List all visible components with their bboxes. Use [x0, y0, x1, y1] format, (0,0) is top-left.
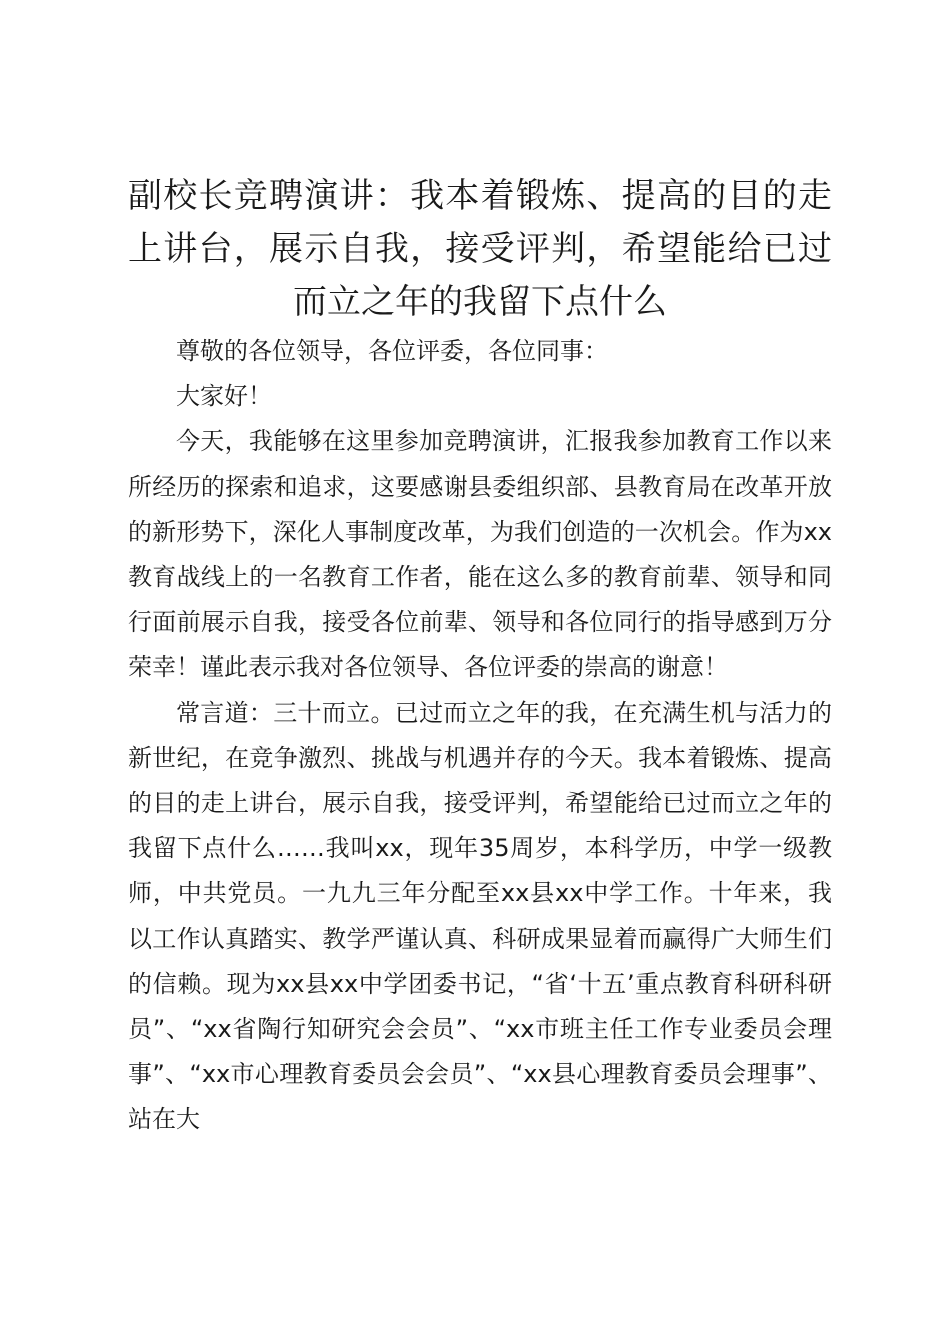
paragraph-2: 常言道：三十而立。已过而立之年的我，在充满生机与活力的新世纪，在竞争激烈、挑战与机遇并存的今天。我本着锻炼、提高的目的走上讲台，展示自我，接受评判，希望能给已过而立之年的我留下点什么……我叫xx，现年35周岁，本科学历，中学一级教师，中共党员。一九九三年分配至xx县xx中学工作。十年来，我以工作认真踏实、教学严谨认真、科研成果显着而赢得广大师生们的信赖。现为xx县xx中学团委书记，“省‘十五’重点教育科研科研员”、“xx省陶行知研究会会员”、“xx市班主任工作专业委员会理事”、“xx市心理教育委员会会员”、“xx县心理教育委员会理事”、站在大: [128, 698, 832, 1134]
salutation: 尊敬的各位领导，各位评委，各位同事：: [176, 337, 608, 365]
document-title: 副校长竞聘演讲：我本着锻炼、提高的目的走上讲台，展示自我，接受评判，希望能给已过而立之年的我留下点什么: [128, 176, 832, 322]
paragraph-1: 今天，我能够在这里参加竞聘演讲，汇报我参加教育工作以来所经历的探索和追求，这要感谢县委组织部、县教育局在改革开放的新形势下，深化人事制度改革，为我们创造的一次机会。作为xx教育战线上的一名教育工作者，能在这么多的教育前辈、领导和同行面前展示自我，接受各位前辈、领导和各位同行的指导感到万分荣幸！谨此表示我对各位领导、各位评委的崇高的谢意！: [128, 427, 832, 682]
title-block: [128, 170, 832, 329]
document-body: [128, 170, 832, 1143]
greeting: 大家好！: [176, 382, 272, 411]
